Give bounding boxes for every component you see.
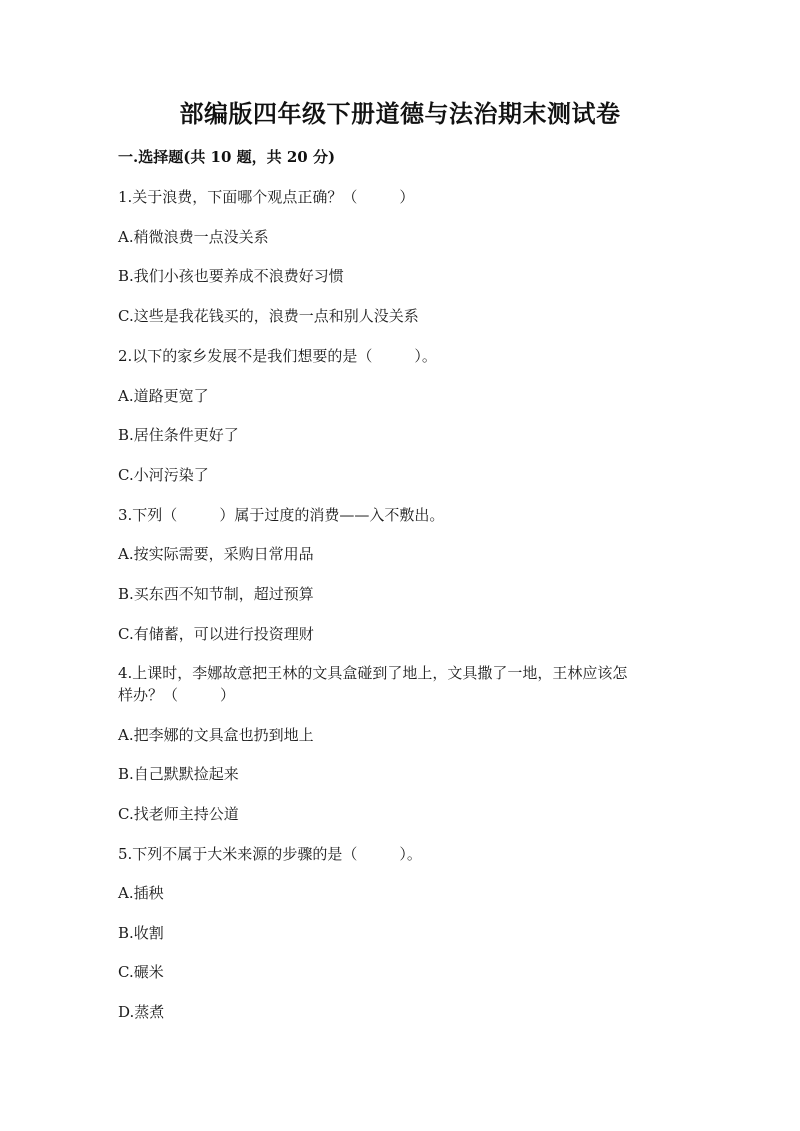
question-4-option-c: C.找老师主持公道 <box>118 805 239 823</box>
question-3-option-a: A.按实际需要，采购日常用品 <box>118 545 314 563</box>
question-2-stem: 2.以下的家乡发展不是我们想要的是（ ）。 <box>118 347 437 365</box>
question-2-option-b: B.居住条件更好了 <box>118 426 239 444</box>
question-3-option-c: C.有储蓄，可以进行投资理财 <box>118 625 314 643</box>
question-5-option-c: C.碾米 <box>118 963 164 981</box>
question-5-stem: 5.下列不属于大米来源的步骤的是（ ）。 <box>118 845 422 863</box>
question-1-option-b: B.我们小孩也要养成不浪费好习惯 <box>118 267 344 285</box>
question-1-option-c: C.这些是我花钱买的，浪费一点和别人没关系 <box>118 307 419 325</box>
question-3-option-b: B.买东西不知节制，超过预算 <box>118 585 314 603</box>
question-1-stem: 1.关于浪费，下面哪个观点正确？（ ） <box>118 188 415 206</box>
section-heading: 一.选择题(共 10 题，共 20 分) <box>118 148 336 166</box>
question-4-option-b: B.自己默默捡起来 <box>118 765 239 783</box>
question-1-option-a: A.稍微浪费一点没关系 <box>118 228 269 246</box>
question-5-option-a: A.插秧 <box>118 884 164 902</box>
question-4-option-a: A.把李娜的文具盒也扔到地上 <box>118 726 314 744</box>
question-2-option-a: A.道路更宽了 <box>118 387 209 405</box>
question-5-option-b: B.收割 <box>118 924 164 942</box>
question-2-option-c: C.小河污染了 <box>118 466 209 484</box>
page-title: 部编版四年级下册道德与法治期末测试卷 <box>179 99 621 128</box>
question-3-stem: 3.下列（ ）属于过度的消费——入不敷出。 <box>118 506 445 524</box>
question-5-option-d: D.蒸煮 <box>118 1003 165 1021</box>
question-4-stem: 4.上课时，李娜故意把王林的文具盒碰到了地上，文具撒了一地，王林应该怎 <box>118 664 628 682</box>
question-4-stem-line2: 样办？（ ） <box>118 686 236 704</box>
